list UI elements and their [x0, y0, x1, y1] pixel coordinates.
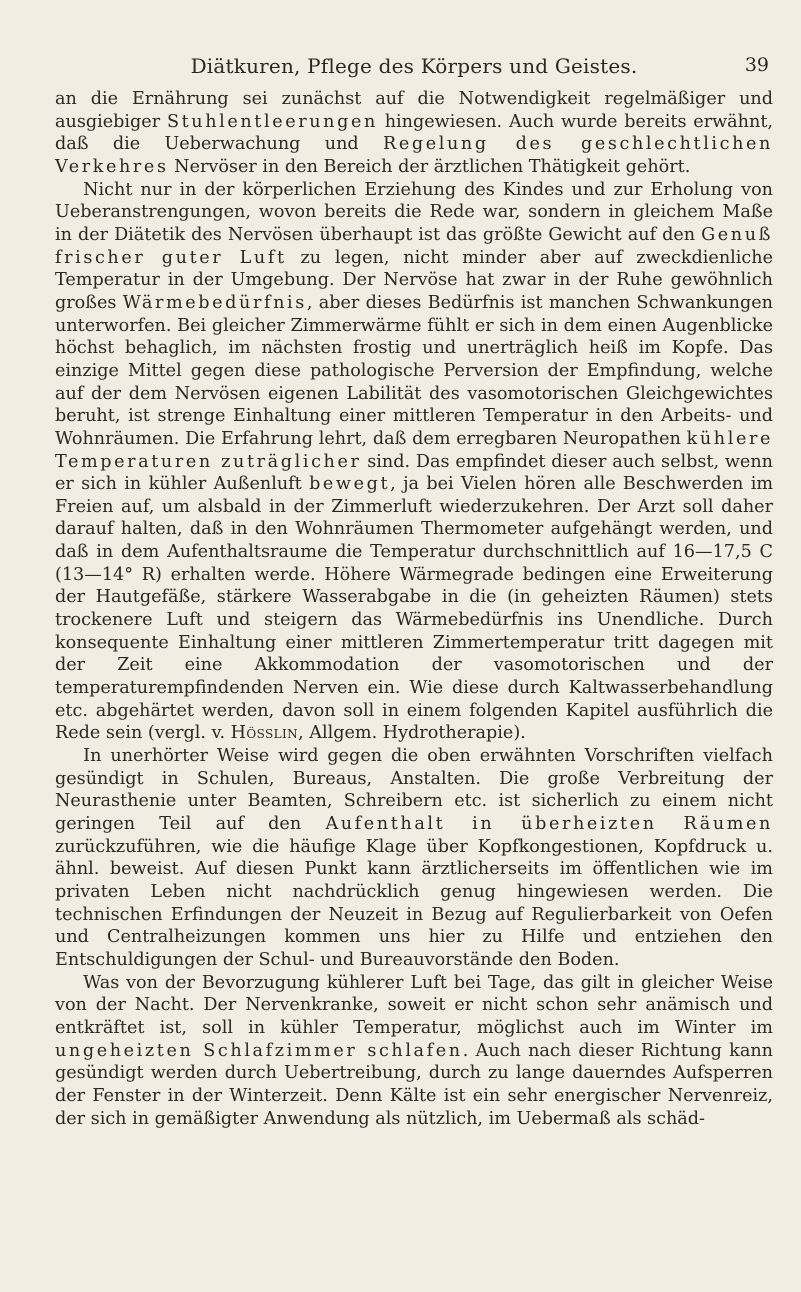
text-run: , aber dieses Bedürfnis ist manchen Schwankungen unterworfen. Bei gleicher Zimmerwärme fühlt er sich in dem einen Augenblicke höchst behaglich, im nächsten frostig und unerträglich heiß im Kopfe. Das einzige Mittel gegen diese pathologische Perversion der Empfindung, welche auf der dem Nervösen eigenen Labilität des vasomotorischen Gleichgewichtes beruht, ist strenge Einhaltung einer mittleren Temperatur in den Arbeits- und Wohnräumen. Die Erfahrung lehrt, daß dem erregbaren Neuropathen	[55, 292, 773, 449]
emphasized-text: Wärmebedürfnis	[122, 292, 307, 313]
text-run: sind. Das empfindet dieser auch selbst, wenn er sich in kühler Außenluft	[55, 451, 773, 495]
emphasized-text: Regelung des geschlechtlichen Verkehres	[55, 134, 773, 177]
paragraph	[55, 745, 773, 972]
author-name: Hösslin	[230, 723, 299, 744]
text-run: Nicht nur in der körperlichen Erziehung des Kindes und zur Erholung von Ueberanstrengungen, wovon bereits die Rede war, sondern in gleichem Maße in der Diätetik des Nervösen überhaupt ist das größte Gewicht auf den	[55, 179, 773, 245]
text-run: an die Ernährung sei zunächst auf die Notwendigkeit regelmäßiger und ausgiebiger	[55, 89, 773, 132]
text-run: zurückzuführen, wie die häufige Klage über Kopfkongestionen, Kopfdruck u. ähnl. beweist. Auf diesen Punkt kann ärztlicherseits im öffentlichen wie im privaten Leben nicht nachdrücklich genug hingewiesen werden. Die technischen Erfindungen der Neuzeit in Bezug auf Regulierbarkeit von Oefen und Centralheizungen kommen uns hier zu Hilfe und entziehen den Entschuldigungen der Schul- und Bureauvorstände den Boden.	[55, 836, 773, 970]
paragraph	[55, 179, 773, 745]
text-run: In unerhörter Weise wird gegen die oben erwähnten Vorschriften vielfach gesündigt in Schulen, Bureaus, Anstalten. Die große Verbreitung der Neurasthenie unter Beamten, Schreibern etc. ist sicherlich zu einem nicht geringen Teil auf den	[55, 746, 773, 834]
text-run: . Auch nach dieser Richtung kann gesündigt werden durch Uebertreibung, durch zu lange dauerndes Aufsperren der Fenster in der Winterzeit. Denn Kälte ist ein sehr energischer Nervenreiz, der sich in gemäßigter Anwendung als nützlich, im Uebermaß als schäd-	[55, 1040, 773, 1129]
emphasized-text: bewegt	[309, 474, 391, 495]
emphasized-text: Stuhlentleerungen	[166, 111, 378, 132]
text-run: hingewiesen. Auch wurde bereits erwähnt, daß die Ueberwachung und	[55, 111, 773, 155]
emphasized-text: Genuß frischer guter Luft	[55, 224, 773, 268]
paragraph	[55, 972, 773, 1131]
text-run: zu legen, nicht minder aber auf zweckdienliche Temperatur in der Umgebung. Der Nervöse hat zwar in der Ruhe gewöhnlich großes	[55, 247, 773, 313]
text-run: Nervöser in den Bereich der ärztlichen Thätigkeit gehört.	[168, 156, 691, 177]
emphasized-text: kühlere Temperaturen zuträglicher	[55, 428, 773, 472]
body-text	[55, 88, 773, 1130]
text-run: , Allgem. Hydrotherapie).	[298, 723, 526, 744]
emphasized-text: ungeheizten Schlafzimmer schlafen	[55, 1040, 463, 1061]
text-run: Was von der Bevorzugung kühlerer Luft bei Tage, das gilt in gleicher Weise von der Nacht. Der Nervenkranke, soweit er nicht schon sehr anämisch und entkräftet ist, soll in kühler Temperatur, möglichst auch im Winter im	[55, 972, 773, 1038]
running-title: Diätkuren, Pflege des Körpers und Geistes.	[190, 54, 638, 78]
text-run: , ja bei Vielen hören alle Beschwerden im Freien auf, um alsbald in der Zimmerluft wiederzukehren. Der Arzt soll daher darauf halten, daß in den Wohnräumen Thermometer aufgehängt werden, und daß in dem Aufenthaltsraume die Temperatur durchschnittlich auf 16—17,5 C (13—14° R) erhalten werde. Höhere Wärmegrade bedingen eine Erweiterung der Hautgefäße, stärkere Wasserabgabe in die (in geheizten Räumen) stets trockenere Luft und steigern das Wärmebedürfnis ins Unendliche. Durch konsequente Einhaltung einer mittleren Zimmertemperatur tritt dagegen mit der Zeit eine Akkommodation der vasomotorischen und der temperaturempfindenden Nerven ein. Wie diese durch Kaltwasserbehandlung etc. abgehärtet werden, davon soll in einem folgenden Kapitel ausführlich die Rede sein (vergl. v.	[55, 474, 773, 744]
page-number: 39	[744, 54, 769, 76]
page-header	[55, 54, 773, 84]
paragraph	[55, 88, 773, 179]
emphasized-text: Aufenthalt in überheizten Räumen	[325, 814, 773, 834]
